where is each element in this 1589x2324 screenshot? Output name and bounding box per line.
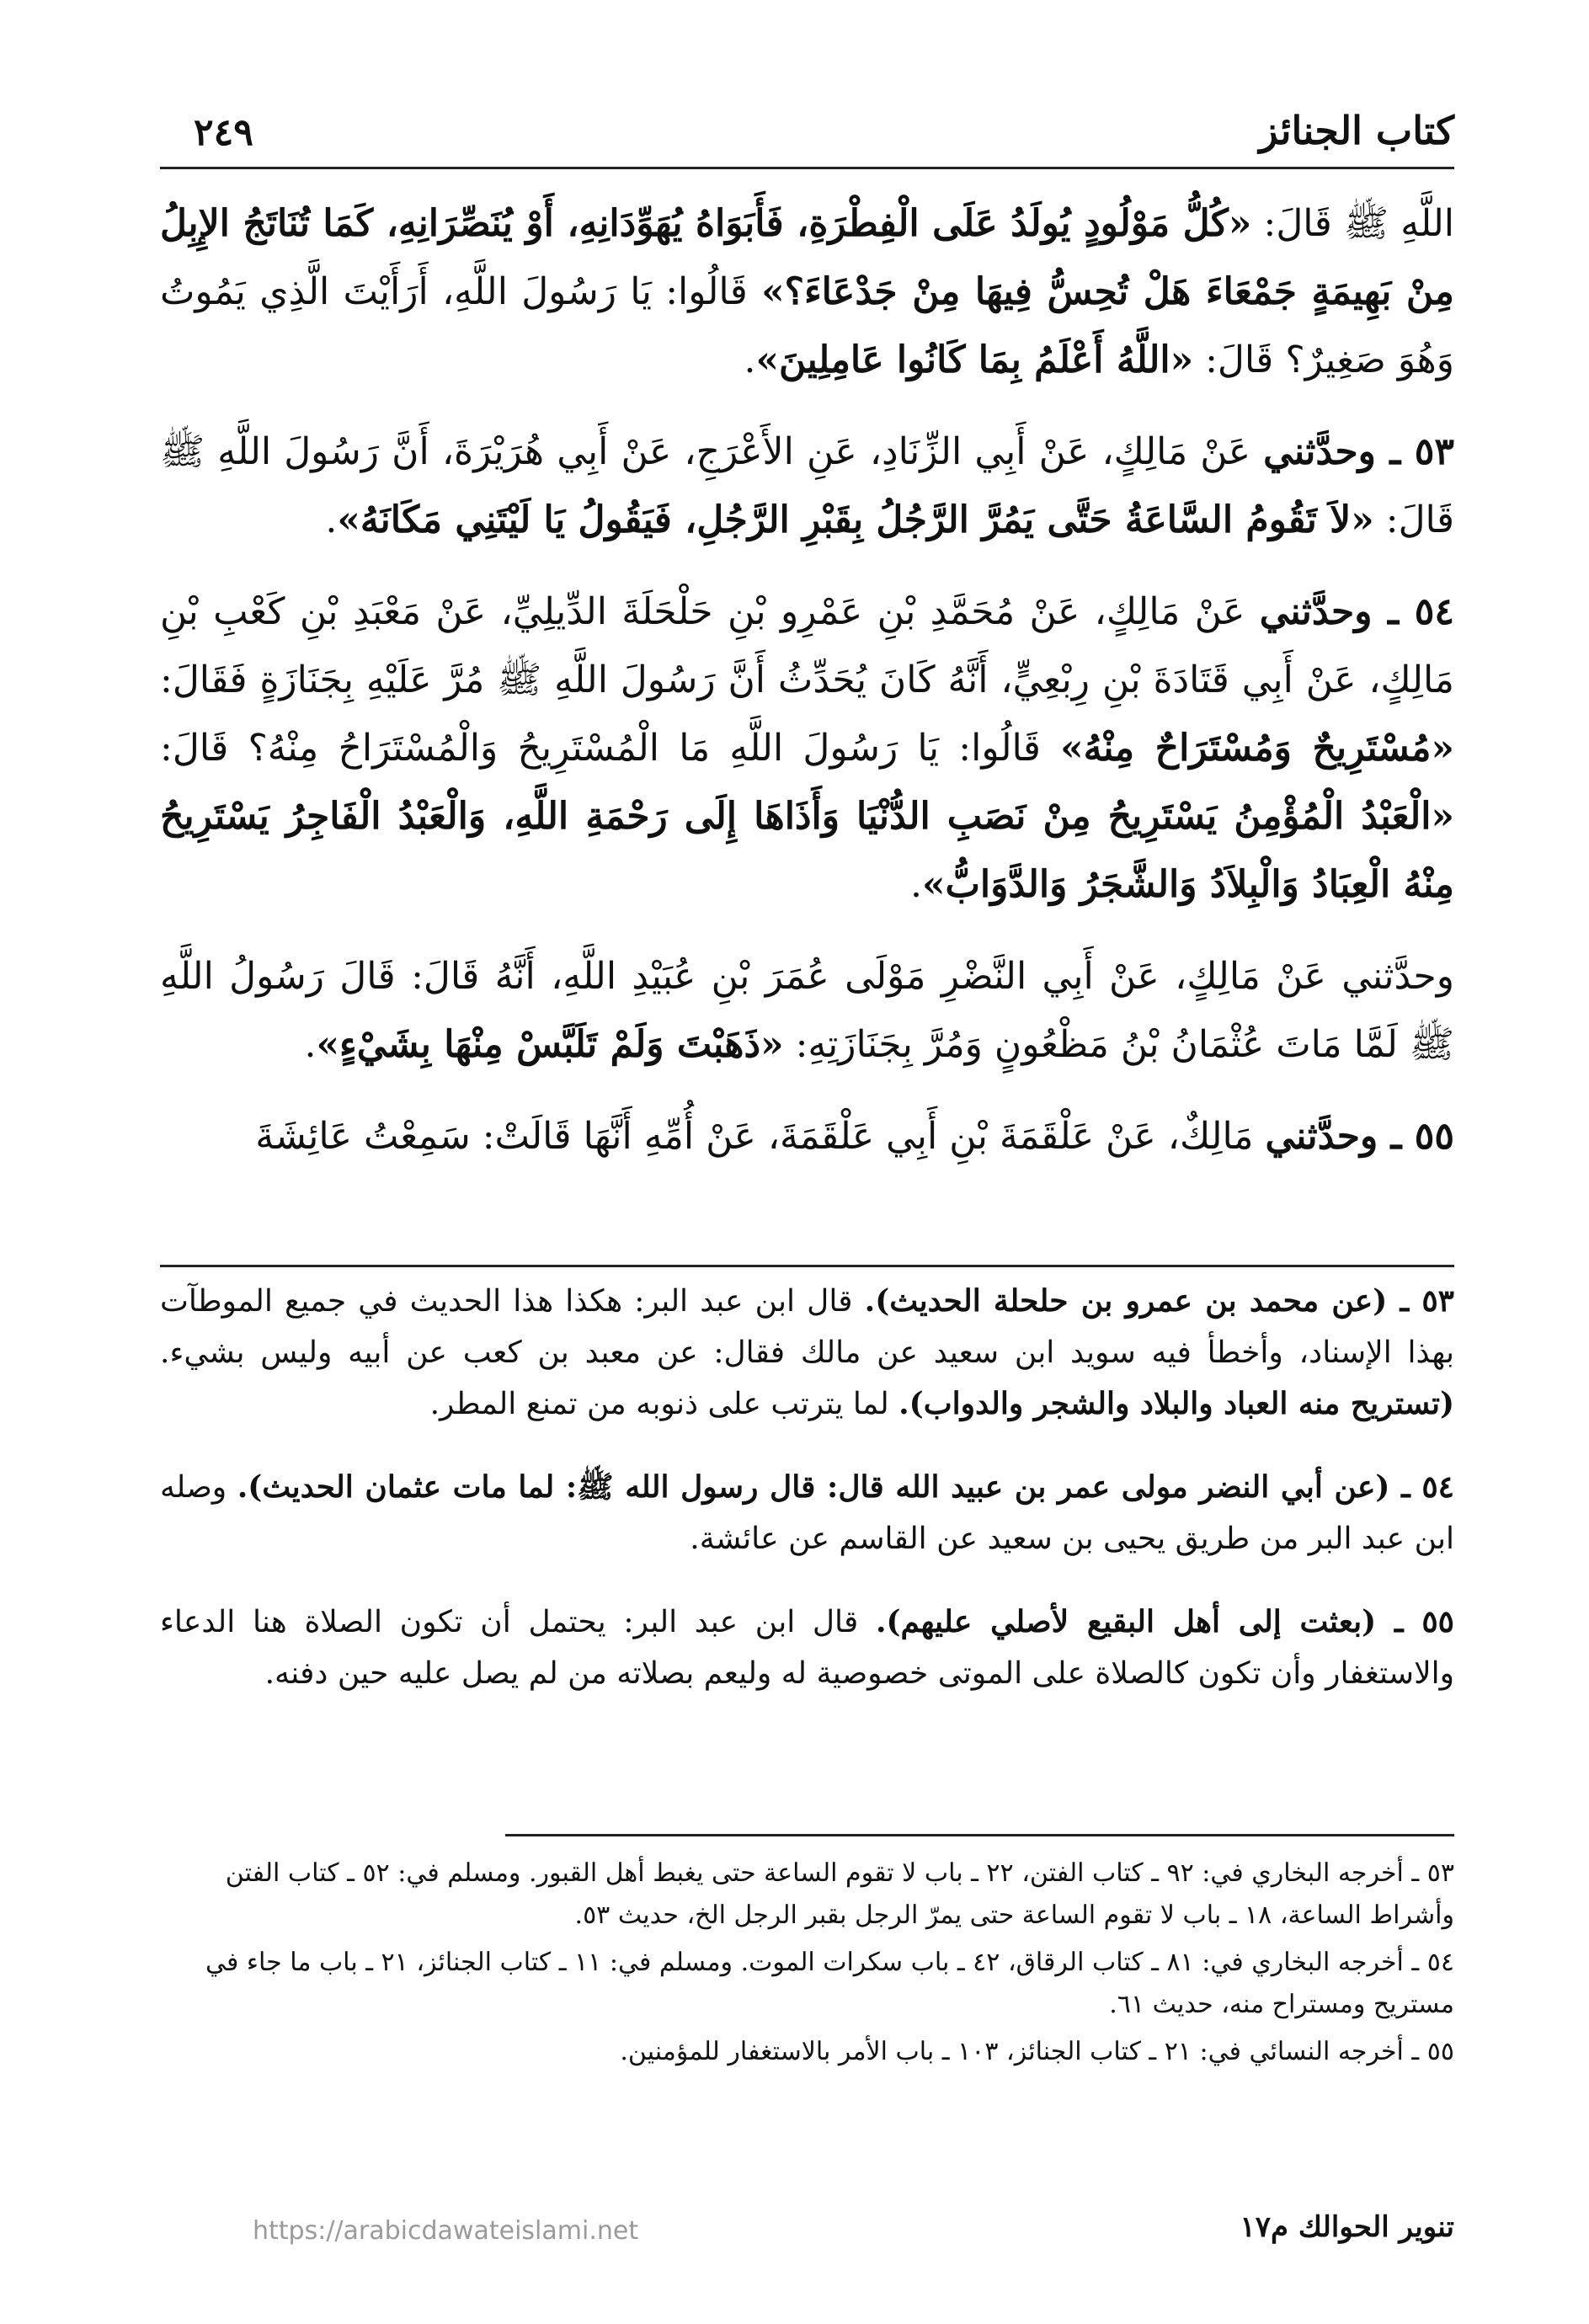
narration-text: مَالِكٌ، عَنْ عَلْقَمَةَ بْنِ أَبِي عَلْقَمَةَ، عَنْ أُمِّهِ أَنَّهَا قَالَتْ: سَمِعْتُ عَائِشَةَ (255, 1115, 1266, 1158)
narration-text: اللَّهِ ﷺ قَالَ: (1251, 202, 1454, 245)
page-number: ٢٤٩ (194, 111, 253, 154)
hadith-quote: «الْعَبْدُ الْمُؤْمِنُ يَسْتَرِيحُ مِنْ نَصَبِ الدُّنْيَا وَأَذَاهَا إِلَى رَحْمَةِ اللَّهِ، وَالْعَبْدُ الْفَاجِرُ يَسْتَرِيحُ مِنْهُ الْعِبَادُ وَالْبِلاَدُ وَالشَّجَرُ وَالدَّوَابُّ» (160, 795, 1454, 906)
narration-text: وحدَّثني عَنْ مَالِكٍ، عَنْ أَبِي النَّضْرِ مَوْلَى عُمَرَ بْنِ عُبَيْدِ اللَّهِ، أَنَّهُ قَالَ: قَالَ رَسُولُ اللَّهِ ﷺ لَمَّا مَاتَ عُثْمَانُ بْنُ مَظْعُونٍ وَمُرَّ بِجَنَازَتِهِ: (160, 955, 1454, 1066)
commentary-text: قال ابن عبد البر: هكذا هذا الحديث في جميع الموطآت بهذا الإسناد، وأخطأ فيه سويد ابن سعيد عن مالك فقال: عن معبد بن كعب عن أبيه وليس بشيء. (160, 1284, 1454, 1370)
commentary-heading: (بعثت إلى أهل البقيع لأصلي عليهم). (875, 1604, 1377, 1639)
hadith-quote: «اللَّهُ أَعْلَمُ بِمَا كَانُوا عَامِلِينَ» (755, 338, 1194, 381)
hadith-number: ٥٤ ـ (1372, 590, 1454, 633)
commentary-text: وصله ابن عبد البر من طريق يحيى بن سعيد عن القاسم عن عائشة. (160, 1470, 1454, 1556)
main-text (160, 189, 1454, 1177)
commentary-section (160, 1276, 1454, 1731)
footnote-54: ٥٤ ـ أخرجه البخاري في: ٨١ ـ كتاب الرقاق، ٤٢ ـ باب سكرات الموت. ومسلم في: ١١ ـ كتاب الجنائز، ٢١ ـ باب ما جاء في مستريح ومستراح منه، حديث ٦١. (205, 1948, 1454, 2019)
header-divider (160, 167, 1454, 169)
watermark-url: https://arabicdawateislami.net (253, 2216, 639, 2246)
narration-text: قَالُوا: يَا رَسُولَ اللَّهِ مَا الْمُسْتَرِيحُ وَالْمُسْتَرَاحُ مِنْهُ؟ قَالَ: (160, 727, 1061, 770)
commentary-number: ٥٣ ـ (1387, 1283, 1455, 1319)
commentary-heading: (تستريح منه العباد والبلاد والشجر والدواب). (898, 1386, 1454, 1421)
hadith-lead-word: وحدَّثني (1265, 1115, 1378, 1158)
footnote-divider (505, 1834, 1454, 1836)
hadith-quote: «ذَهَبْتَ وَلَمْ تَلَبَّسْ مِنْهَا بِشَيْءٍ» (316, 1023, 784, 1066)
hadith-lead-word: وحدَّثني (1263, 430, 1376, 473)
commentary-number: ٥٤ ـ (1389, 1469, 1454, 1505)
punctuation: . (325, 498, 338, 541)
narration-text: عَنْ مَالِكٍ، عَنْ مُحَمَّدِ بْنِ عَمْرِو بْنِ حَلْحَلَةَ الدِّيلِيِّ، عَنْ مَعْبَدِ بْنِ كَعْبِ بْنِ مَالِكٍ، عَنْ أَبِي قَتَادَةَ بْنِ رِبْعِيٍّ، أَنَّهُ كَانَ يُحَدِّثُ أَنَّ رَسُولَ اللَّهِ ﷺ مُرَّ عَلَيْهِ بِجَنَازَةٍ فَقَالَ: (160, 590, 1454, 701)
punctuation: . (744, 338, 756, 381)
hadith-quote: «مُسْتَرِيحٌ وَمُسْتَرَاحٌ مِنْهُ» (1060, 727, 1454, 770)
commentary-number: ٥٥ ـ (1376, 1604, 1454, 1639)
hadith-number: ٥٣ ـ (1375, 430, 1454, 473)
hadith-paragraph-54-b (160, 942, 1454, 1079)
footnote-53: ٥٣ ـ أخرجه البخاري في: ٩٢ ـ كتاب الفتن، ٢٢ ـ باب لا تقوم الساعة حتى يغبط أهل القبور. ومسلم في: ٥٢ ـ كتاب الفتن وأشراط الساعة، ١٨ ـ باب لا تقوم الساعة حتى يمرّ الرجل بقبر الرجل الخ، حديث ٥٣. (225, 1858, 1454, 1930)
hadith-quote: «كُلُّ مَوْلُودٍ يُولَدُ عَلَى الْفِطْرَةِ، فَأَبَوَاهُ يُهَوِّدَانِهِ، أَوْ يُنَصِّرَانِهِ، كَمَا تُنَاتَجُ الإِبِلُ مِنْ بَهِيمَةٍ جَمْعَاءَ هَلْ تُحِسُّ فِيهَا مِنْ جَدْعَاءَ؟» (160, 202, 1454, 313)
punctuation: . (304, 1023, 317, 1066)
hadith-paragraph-53 (160, 418, 1454, 554)
commentary-text: قال ابن عبد البر: يحتمل أن تكون الصلاة هنا الدعاء والاستغفار وأن تكون كالصلاة على الموتى خصوصية له وليعم بصلاته من لم يصل عليه حين دفنه. (160, 1605, 1454, 1691)
footnotes-section (160, 1852, 1454, 2078)
hadith-paragraph-54 (160, 578, 1454, 919)
commentary-heading: (عن محمد بن عمرو بن حلحلة الحديث). (864, 1283, 1388, 1319)
hadith-number: ٥٥ ـ (1378, 1115, 1454, 1158)
chapter-title: كتاب الجنائز (1259, 108, 1454, 153)
hadith-paragraph-55 (160, 1102, 1454, 1170)
commentary-55 (160, 1596, 1454, 1699)
footer-book-title: تنوير الحوالك م١٧ (1240, 2210, 1454, 2244)
commentary-text: لما يترتب على ذنوبه من تمنع المطر. (429, 1387, 899, 1421)
narration-text: قَالُوا: يَا رَسُولَ اللَّهِ، أَرَأَيْتَ الَّذِي يَمُوتُ وَهُوَ صَغِيرٌ؟ قَالَ: (160, 270, 1454, 381)
narration-text: عَنْ مَالِكٍ، عَنْ أَبِي الزِّنَادِ، عَنِ الأَعْرَجِ، عَنْ أَبِي هُرَيْرَةَ، أَنَّ رَسُولَ اللَّهِ ﷺ قَالَ: (160, 430, 1454, 541)
punctuation: . (909, 863, 922, 906)
commentary-divider (160, 1265, 1454, 1267)
commentary-heading: (عن أبي النضر مولى عمر بن عبيد الله قال: قال رسول الله ﷺ: لما مات عثمان الحديث). (237, 1469, 1390, 1505)
hadith-paragraph-continued (160, 189, 1454, 394)
commentary-53 (160, 1276, 1454, 1430)
footnote-55: ٥٥ ـ أخرجه النسائي في: ٢١ ـ كتاب الجنائز، ١٠٣ ـ باب الأمر بالاستغفار للمؤمنين. (620, 2037, 1454, 2066)
hadith-lead-word: وحدَّثني (1259, 590, 1373, 633)
hadith-quote: «لاَ تَقُومُ السَّاعَةُ حَتَّى يَمُرَّ الرَّجُلُ بِقَبْرِ الرَّجُلِ، فَيَقُولُ يَا لَيْتَنِي مَكَانَهُ» (337, 498, 1374, 541)
page-header (194, 99, 1454, 167)
commentary-54 (160, 1462, 1454, 1564)
